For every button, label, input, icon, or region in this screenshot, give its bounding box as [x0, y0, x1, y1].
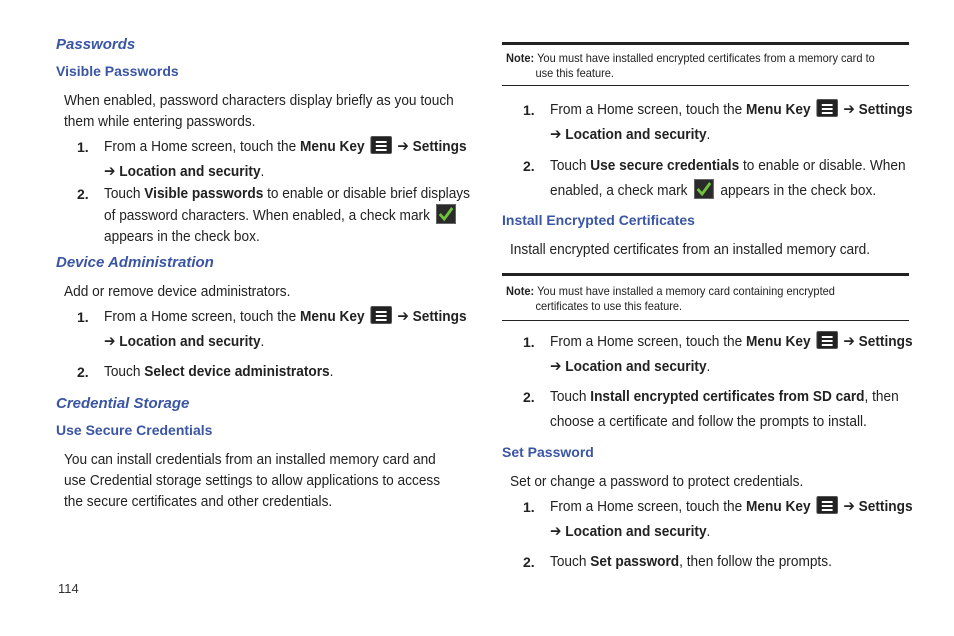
note-box-certificates: [502, 42, 909, 86]
install-certs-sd-label: Install encrypted certificates from SD card: [590, 388, 865, 405]
heading-device-administration: Device Administration: [56, 254, 214, 271]
step-text: From a Home screen, touch the: [550, 333, 747, 350]
note-text: You must have installed encrypted certificates from a memory card to: [534, 51, 875, 65]
arrow-icon: ➔: [397, 138, 409, 155]
step-2-device-admin: [104, 359, 333, 384]
menu-key-label: Menu Key: [300, 308, 365, 325]
step-2-install-certs: [550, 384, 899, 434]
menu-key-icon: [816, 496, 838, 514]
step-2-secure-credentials: [550, 153, 906, 203]
step-number: 1.: [523, 334, 535, 350]
location-security-label: Location and security: [565, 126, 707, 143]
location-security-label: Location and security: [565, 358, 707, 375]
step-text: , then follow the prompts.: [679, 553, 832, 570]
step-text: From a Home screen, touch the: [550, 498, 747, 515]
note-box-memory-card: [502, 273, 909, 321]
arrow-icon: ➔: [843, 498, 855, 515]
menu-key-icon: [816, 99, 838, 117]
step-text: From a Home screen, touch the: [104, 308, 301, 325]
step-2-set-password: [550, 549, 832, 574]
intro-line: them while entering passwords.: [64, 113, 256, 130]
note-label: Note:: [506, 51, 535, 65]
step-number: 2.: [523, 389, 535, 405]
menu-key-label: Menu Key: [746, 333, 811, 350]
step-number: 2.: [77, 186, 89, 202]
menu-key-icon: [816, 331, 838, 349]
period: .: [706, 523, 711, 540]
intro-line: When enabled, password characters display briefly as you touch: [64, 92, 454, 109]
visible-passwords-intro: [64, 90, 454, 132]
step-text: of password characters. When enabled, a check mark: [104, 207, 430, 224]
arrow-icon: ➔: [104, 333, 116, 350]
step-1-device-admin: [104, 304, 467, 354]
set-password-label: Set password: [590, 553, 680, 570]
install-certs-intro: Install encrypted certificates from an installed memory card.: [510, 241, 871, 258]
period: .: [329, 363, 334, 380]
heading-set-password: Set Password: [502, 444, 594, 460]
note-text: use this feature.: [535, 66, 614, 80]
step-number: 2.: [523, 158, 535, 174]
arrow-icon: ➔: [397, 308, 409, 325]
step-text: appears in the check box.: [720, 182, 877, 199]
para-line: use Credential storage settings to allow applications to access: [64, 472, 441, 489]
settings-label: Settings: [858, 498, 913, 515]
step-text: appears in the check box.: [104, 228, 260, 245]
step-text: Touch: [550, 157, 591, 174]
step-text: From a Home screen, touch the: [550, 101, 747, 118]
arrow-icon: ➔: [550, 358, 562, 375]
arrow-icon: ➔: [550, 523, 562, 540]
step-text: Touch: [550, 553, 591, 570]
step-number: 1.: [523, 499, 535, 515]
select-device-admins-label: Select device administrators: [144, 363, 330, 380]
step-text: choose a certificate and follow the prompts to install.: [550, 413, 867, 430]
use-secure-credentials-label: Use secure credentials: [590, 157, 740, 174]
period: .: [260, 163, 265, 180]
settings-label: Settings: [858, 101, 913, 118]
step-number: 2.: [77, 364, 89, 380]
visible-passwords-label: Visible passwords: [144, 185, 264, 202]
step-1-install-certs: [550, 329, 913, 379]
step-text: to enable or disable brief displays: [263, 185, 470, 202]
step-1-secure-credentials: [550, 97, 913, 147]
period: .: [706, 358, 711, 375]
use-secure-credentials-text: [64, 449, 440, 512]
para-line: You can install credentials from an installed memory card and: [64, 451, 436, 468]
arrow-icon: ➔: [843, 101, 855, 118]
heading-visible-passwords: Visible Passwords: [56, 63, 179, 79]
check-mark-icon: [694, 179, 714, 199]
step-text: Touch: [550, 388, 591, 405]
step-2-visible-passwords: [104, 183, 470, 247]
arrow-icon: ➔: [843, 333, 855, 350]
menu-key-label: Menu Key: [300, 138, 365, 155]
location-security-label: Location and security: [565, 523, 707, 540]
menu-key-icon: [370, 136, 392, 154]
note-label: Note:: [506, 284, 535, 298]
step-text: From a Home screen, touch the: [104, 138, 301, 155]
set-password-intro: Set or change a password to protect credentials.: [510, 473, 804, 490]
menu-key-label: Menu Key: [746, 498, 811, 515]
step-text: , then: [864, 388, 899, 405]
step-number: 1.: [523, 102, 535, 118]
arrow-icon: ➔: [104, 163, 116, 180]
heading-install-encrypted-certificates: Install Encrypted Certificates: [502, 212, 695, 228]
heading-passwords: Passwords: [56, 36, 136, 53]
device-admin-intro: Add or remove device administrators.: [64, 283, 291, 300]
menu-key-icon: [370, 306, 392, 324]
page-number: 114: [58, 581, 79, 596]
step-number: 1.: [77, 309, 89, 325]
step-number: 1.: [77, 139, 89, 155]
period: .: [706, 126, 711, 143]
location-security-label: Location and security: [119, 163, 261, 180]
heading-use-secure-credentials: Use Secure Credentials: [56, 422, 213, 438]
settings-label: Settings: [858, 333, 913, 350]
menu-key-label: Menu Key: [746, 101, 811, 118]
step-text: to enable or disable. When: [739, 157, 906, 174]
settings-label: Settings: [412, 308, 467, 325]
period: .: [260, 333, 265, 350]
settings-label: Settings: [412, 138, 467, 155]
step-text: Touch: [104, 363, 145, 380]
note-text: You must have installed a memory card containing encrypted: [534, 284, 835, 298]
heading-credential-storage: Credential Storage: [56, 395, 190, 412]
note-text: certificates to use this feature.: [535, 299, 683, 313]
step-1-visible-passwords: [104, 134, 467, 184]
para-line: the secure certificates and other credentials.: [64, 493, 333, 510]
location-security-label: Location and security: [119, 333, 261, 350]
step-text: enabled, a check mark: [550, 182, 688, 199]
step-1-set-password: [550, 494, 913, 544]
arrow-icon: ➔: [550, 126, 562, 143]
check-mark-icon: [436, 204, 456, 224]
step-text: Touch: [104, 185, 145, 202]
step-number: 2.: [523, 554, 535, 570]
